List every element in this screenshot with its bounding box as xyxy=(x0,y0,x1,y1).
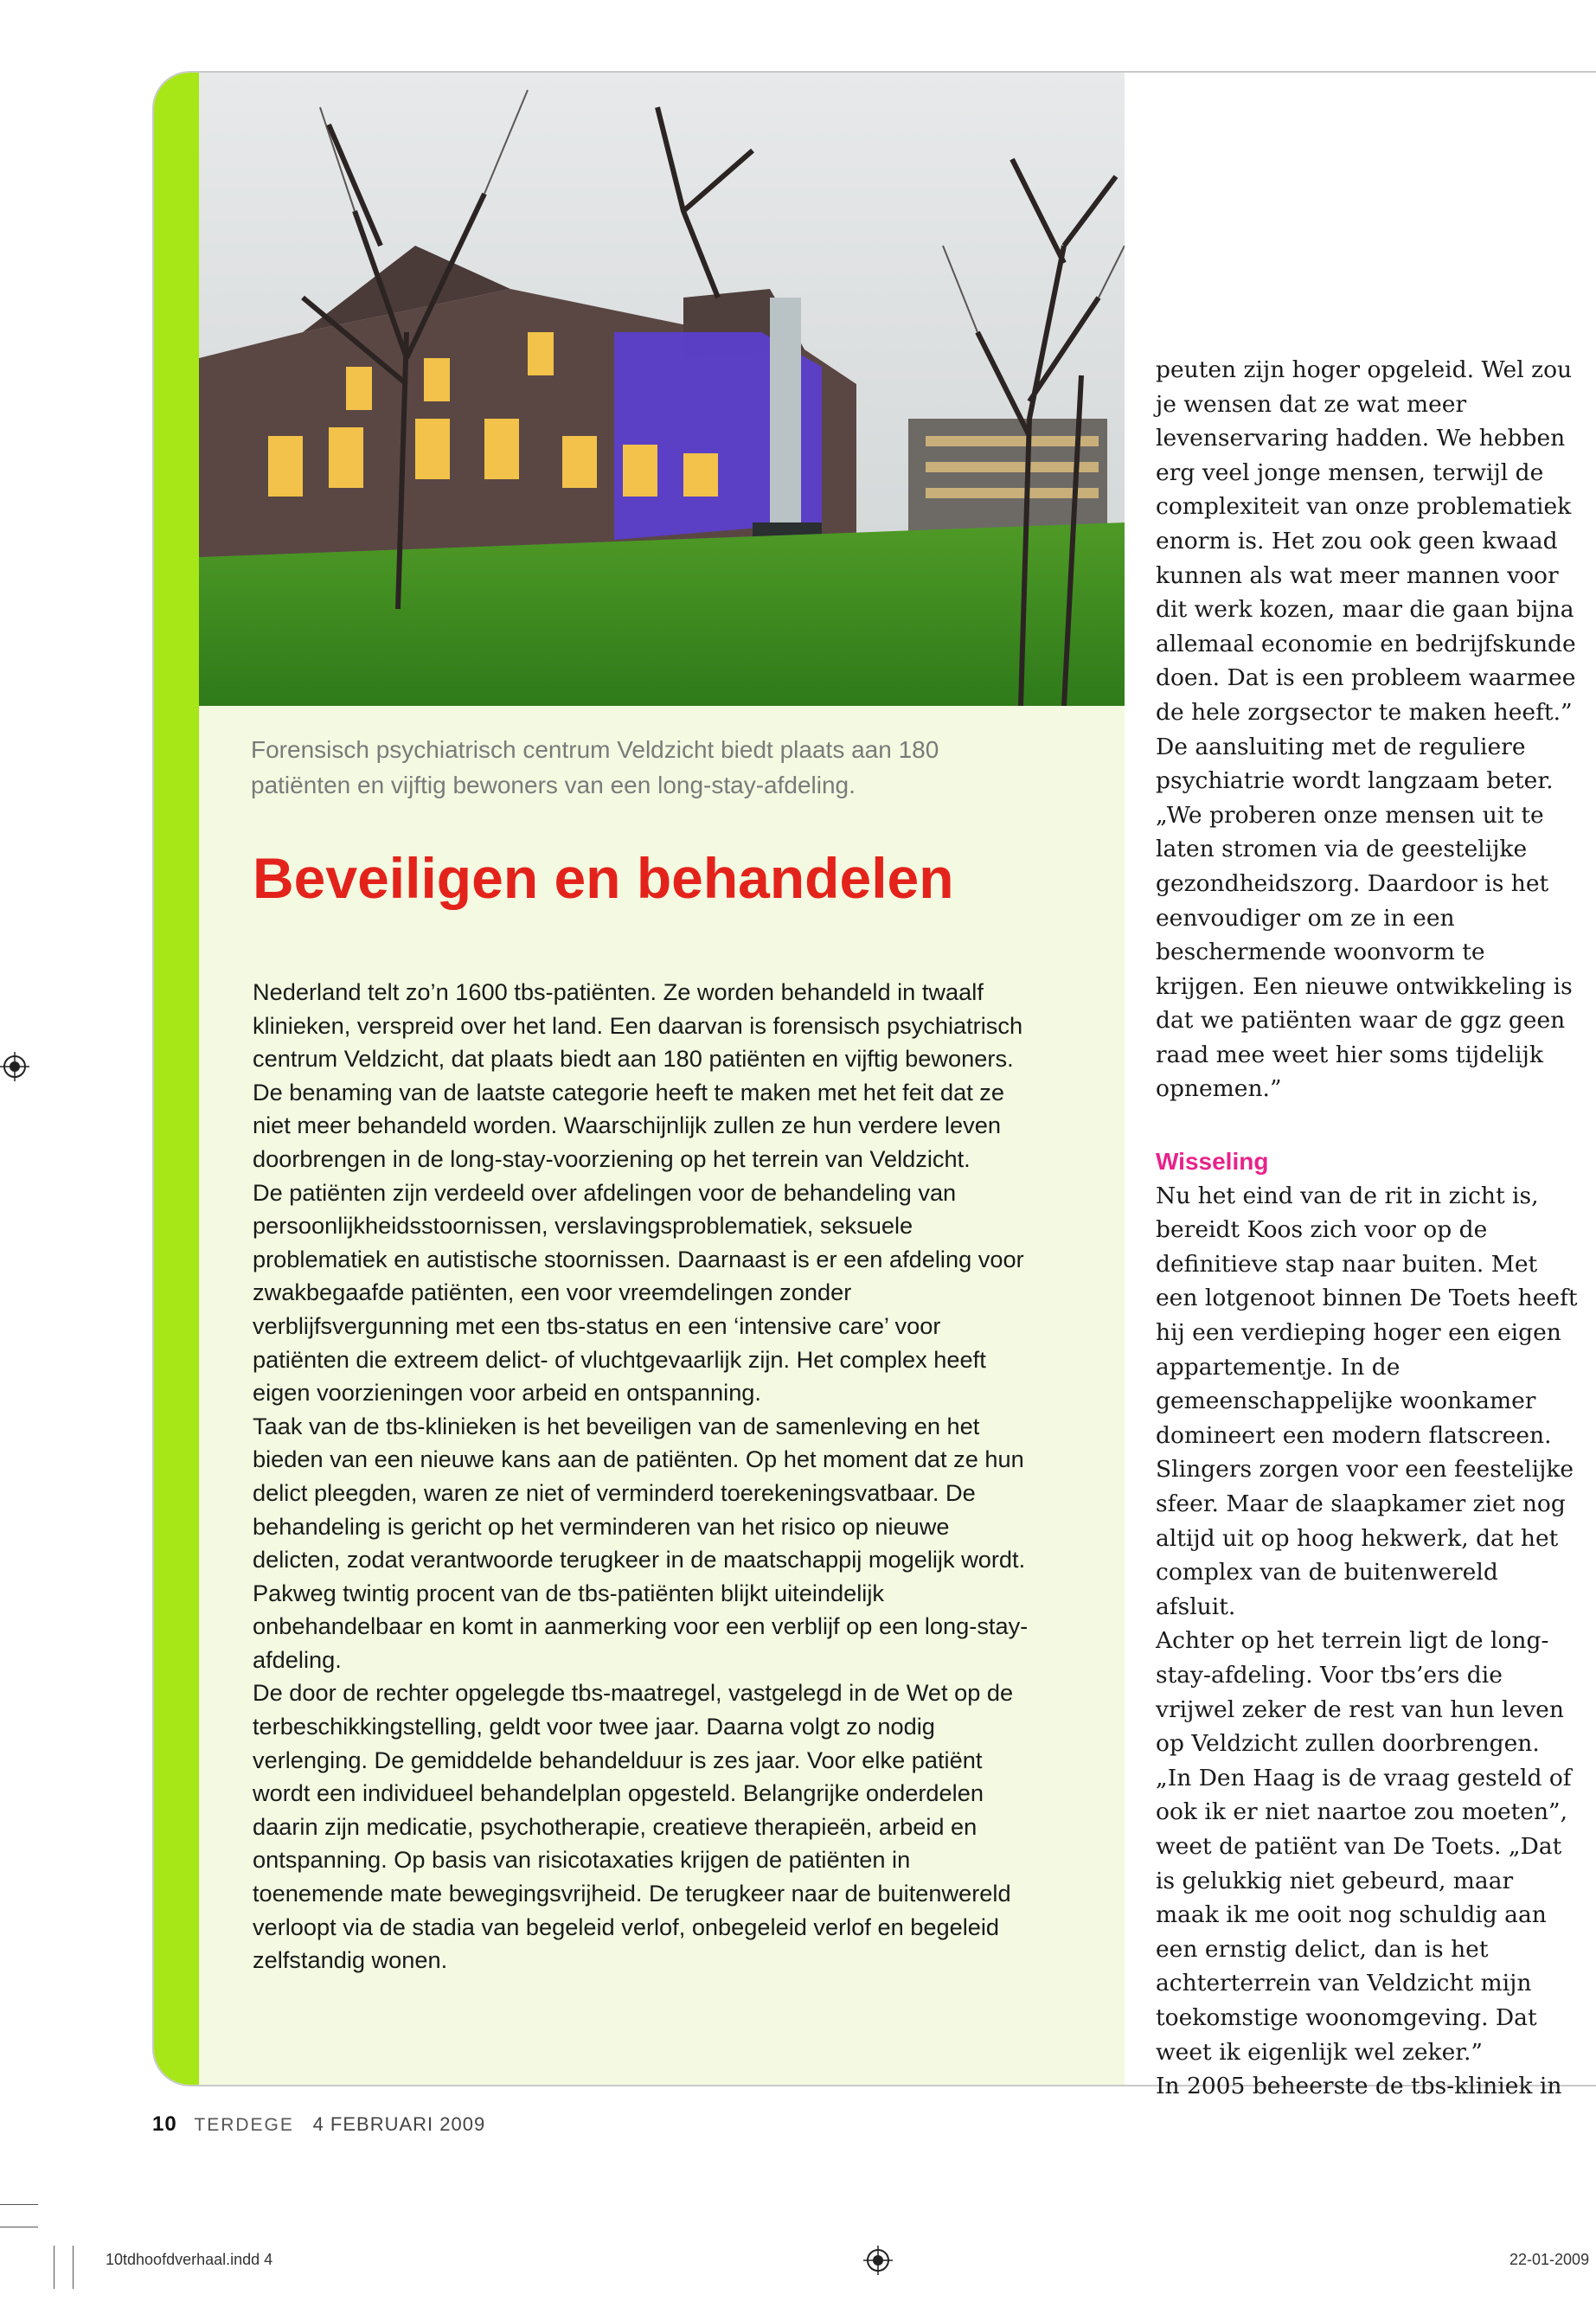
crop-mark xyxy=(73,2246,74,2289)
body-paragraph: Nederland telt zo’n 1600 tbs-patiënten. Ze worden behandeld in twaalf klinieken, verspreid over het land. Een daarvan is forensisch psychiatrisch centrum Veldzicht, dat plaats biedt aan 180 patiënten en vijftig bewoners. De benaming van de laatste categorie heeft te maken met het feit dat ze niet meer behandeld worden. Waarschijnlijk zullen ze hun verdere leven doorbrengen in de long-stay-voorziening op het terrein van Veldzicht. xyxy=(253,978,1023,1172)
body-paragraph: De patiënten zijn verdeeld over afdelingen voor de behandeling van persoonlijkheidsstoornissen, verslavingsproblematiek, seksuele problematiek en autistische stoornissen. Daarnaast is er een afdeling voor zwakbegaafde patiënten, een voor vreemdelingen zonder verblijfsvergunning met een tbs-status en een ‘intensive care’ voor patiënten die extreem delict- of vluchtgevaarlijk zijn. Het complex heeft eigen voorzieningen voor arbeid en ontspanning. xyxy=(253,1178,1024,1407)
main-story-column xyxy=(1156,353,1580,2104)
story-paragraph: Nu het eind van de rit in zicht is, bereidt Koos zich voor op de definitieve stap naar buiten. Met een lotgenoot binnen De Toets heeft hij een verdieping hoger een eigen appartementje. In de gemeenschappelijke woonkamer domineert een modern flatscreen. Slingers zorgen voor een feestelijke sfeer. Maar de slaapkamer ziet nog altijd uit op hoog hekwerk, dat het complex van de buitenwereld afsluit. xyxy=(1156,1182,1578,1620)
photo-caption: Forensisch psychiatrisch centrum Veldzicht biedt plaats aan 180 patiënten en vijftig bewoners van een long-stay-afdeling. xyxy=(251,736,939,798)
magazine-name: TERDEGE xyxy=(194,2115,294,2135)
sidebar-body xyxy=(253,976,1031,1977)
registration-mark-icon xyxy=(0,1052,29,1081)
body-paragraph: De door de rechter opgelegde tbs-maatregel, vastgelegd in de Wet op de terbeschikkingstelling, geldt voor twee jaar. Daarna volgt zo nodig verlenging. De gemiddelde behandelduur is zes jaar. Voor elke patiënt wordt een individueel behandelplan opgesteld. Belangrijke onderdelen daarin zijn medicatie, psychotherapie, creatieve therapieën, arbeid en ontspanning. Op basis van risicotaxaties krijgen de patiënten in toenemende mate bewegingsvrijheid. De terugkeer naar de buitenwereld verloopt via de stadia van begeleid verlof, onbegeleid verlof en begeleid zelfstandig wonen. xyxy=(253,1679,1014,1974)
article-photo xyxy=(199,73,1125,706)
story-paragraph: In 2005 beheerste de tbs-kliniek in xyxy=(1156,2073,1562,2100)
registration-mark-icon xyxy=(863,2246,893,2275)
print-slug-date: 22-01-2009 xyxy=(1509,2251,1590,2268)
story-paragraph: peuten zijn hoger opgeleid. Wel zou je wensen dat ze wat meer levenservaring hadden. We hebben erg veel jonge mensen, terwijl de complexiteit van onze problematiek enorm is. Het zou ook geen kwaad kunnen als wat meer mannen voor dit werk kozen, maar die gaan bijna allemaal economie en bedrijfskunde doen. Dat is een probleem waarmee de hele zorgsector te maken heeft.” xyxy=(1156,356,1576,726)
crop-mark xyxy=(0,2204,38,2205)
issue-date: 4 FEBRUARI 2009 xyxy=(312,2113,486,2135)
article-headline: Beveiligen en behandelen xyxy=(253,846,954,910)
green-accent-strip xyxy=(154,73,199,2085)
section-subhead: Wisseling xyxy=(1156,1148,1269,1176)
print-slug-file: 10tdhoofdverhaal.indd 4 xyxy=(106,2251,273,2268)
body-paragraph: Taak van de tbs-klinieken is het beveiligen van de samenleving en het bieden van een nieuwe kans aan de patiënten. Op het moment dat ze hun delict pleegden, waren ze niet of verminderd toerekeningsvatbaar. De behandeling is gericht op het verminderen van het risico op nieuwe delicten, zodat verantwoorde terugkeer in de maatschappij mogelijk wordt. Pakweg twintig procent van de tbs-patiënten blijkt uiteindelijk onbehandelbaar en komt in aanmerking voor een verblijf op een long-stay-afdeling. xyxy=(253,1412,1029,1673)
page-footer xyxy=(152,2112,485,2137)
page-number: 10 xyxy=(152,2112,177,2136)
story-paragraph: De aansluiting met de reguliere psychiatrie wordt langzaam beter. „We proberen onze mensen uit te laten stromen via de geestelijke gezondheidszorg. Daardoor is het eenvoudiger om ze in een beschermende woonvorm te krijgen. Een nieuwe ontwikkeling is dat we patiënten waar de ggz geen raad mee weet hier soms tijdelijk opnemen.” xyxy=(1156,733,1573,1103)
story-paragraph: Achter op het terrein ligt de long-stay-afdeling. Voor tbs’ers die vrijwel zeker de rest van hun leven op Veldzicht zullen doorbrengen. „In Den Haag is de vraag gesteld of ook ik er niet naartoe zou moeten”, weet de patiënt van De Toets. „Dat is gelukkig niet gebeurd, maar maak ik me ooit nog schuldig aan een ernstig delict, dan is het achterterrein van Veldzicht mijn toekomstige woonomgeving. Dat weet ik eigenlijk wel zeker.” xyxy=(1156,1627,1572,2066)
